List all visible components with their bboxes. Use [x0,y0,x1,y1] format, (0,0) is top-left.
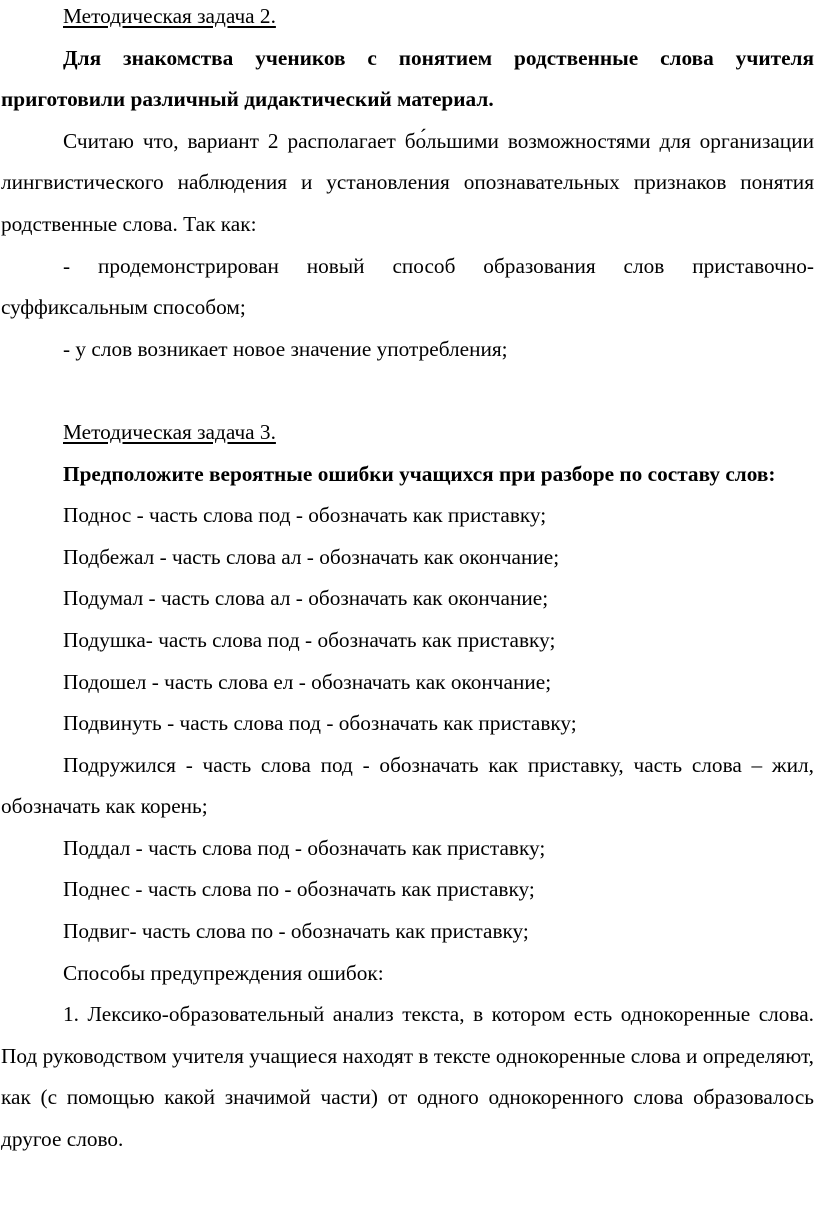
task2-point: - у слов возникает новое значение употребления; [63,336,508,361]
task2-point: - продемонстрирован новый способ образования слов приставочно-суффиксальным способом; [1,253,814,320]
task2-answer: Считаю что, вариант 2 располагает бо́льшими возможностями для организации лингвистического наблюдения и установления опознавательных признаков понятия родственные слова. Так как: [1,128,814,236]
prevention-item: 1. Лексико-образовательный анализ текста, в котором есть однокоренные слова. Под руководством учителя учащиеся находят в тексте однокоренные слова и определяют, как (с помощью какой значимой части) от одного однокоренного слова образовалось другое слово. [1,1002,814,1152]
blank-line [1,370,814,412]
error-line: Поддал - часть слова под - обозначать как приставку; [63,835,546,860]
error-line: Подбежал - часть слова ал - обозначать как окончание; [63,544,560,569]
error-line: Поднес - часть слова по - обозначать как приставку; [63,877,535,902]
error-line: Поднос - часть слова под - обозначать как приставку; [63,503,547,528]
error-line: Подушка- часть слова под - обозначать как приставку; [63,627,556,652]
task3-prompt: Предположите вероятные ошибки учащихся при разборе по составу слов: [63,461,776,486]
error-line: Подвиг- часть слова по - обозначать как приставку; [63,919,529,944]
prevention-heading: Способы предупреждения ошибок: [63,960,384,985]
task2-prompt: Для знакомства учеников с понятием родственные слова учителя приготовили различный дидактический материал. [1,45,814,112]
error-line: Подружился - часть слова под - обозначать как приставку, часть слова – жил, обозначать как корень; [1,752,814,819]
task3-title: Методическая задача 3. [63,419,276,444]
error-line: Подвинуть - часть слова под - обозначать как приставку; [63,711,577,736]
error-line: Подумал - часть слова ал - обозначать как окончание; [63,586,549,611]
error-line: Подошел - часть слова ел - обозначать как окончание; [63,669,552,694]
task2-title: Методическая задача 2. [63,4,276,28]
